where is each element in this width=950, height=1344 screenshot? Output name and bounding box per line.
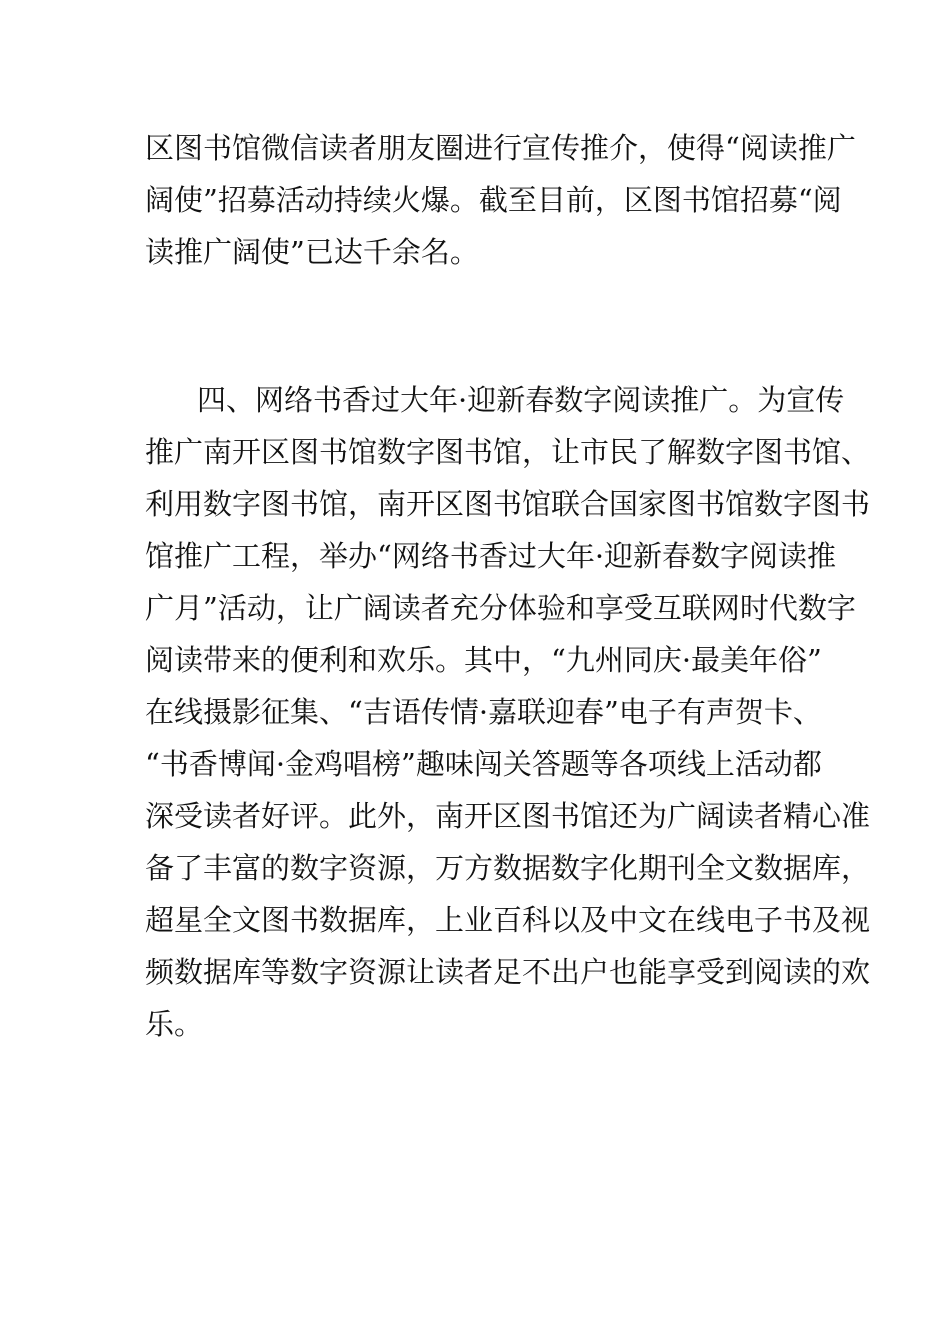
paragraph-2-line-13: 乐。 [145, 1007, 204, 1041]
paragraph-2-line-9: 深受读者好评。此外，南开区图书馆还为广阔读者精心准 [145, 799, 871, 833]
paragraph-2-line-8: “书香博闻·金鸡唱榜”趣味闯关答题等各项线上活动都 [145, 747, 822, 781]
paragraph-2-line-1: 四、网络书香过大年·迎新春数字阅读推广。为宣传 [197, 383, 845, 417]
paragraph-2-line-7: 在线摄影征集、“吉语传情·嘉联迎春”电子有声贺卡、 [145, 695, 822, 729]
paragraph-2-line-2: 推广南开区图书馆数字图书馆，让市民了解数字图书馆、 [145, 435, 871, 469]
paragraph-1-line-2: 阔使”招募活动持续火爆。截至目前，区图书馆招募“阅 [145, 183, 842, 217]
paragraph-1-line-3: 读推广阔使”已达千余名。 [145, 235, 479, 269]
paragraph-2-line-4: 馆推广工程，举办“网络书香过大年·迎新春数字阅读推 [145, 539, 837, 573]
paragraph-2-line-6: 阅读带来的便利和欢乐。其中，“九州同庆·最美年俗” [145, 643, 822, 677]
paragraph-2-line-10: 备了丰富的数字资源，万方数据数字化期刊全文数据库， [145, 851, 871, 885]
paragraph-1-line-1: 区图书馆微信读者朋友圈进行宣传推介，使得“阅读推广 [145, 131, 856, 165]
paragraph-2-line-5: 广月”活动，让广阔读者充分体验和享受互联网时代数字 [145, 591, 856, 625]
paragraph-2-line-11: 超星全文图书数据库，上业百科以及中文在线电子书及视 [145, 903, 871, 937]
paragraph-2-line-3: 利用数字图书馆，南开区图书馆联合国家图书馆数字图书 [145, 487, 871, 521]
paragraph-2-line-12: 频数据库等数字资源让读者足不出户也能享受到阅读的欢 [145, 955, 871, 989]
